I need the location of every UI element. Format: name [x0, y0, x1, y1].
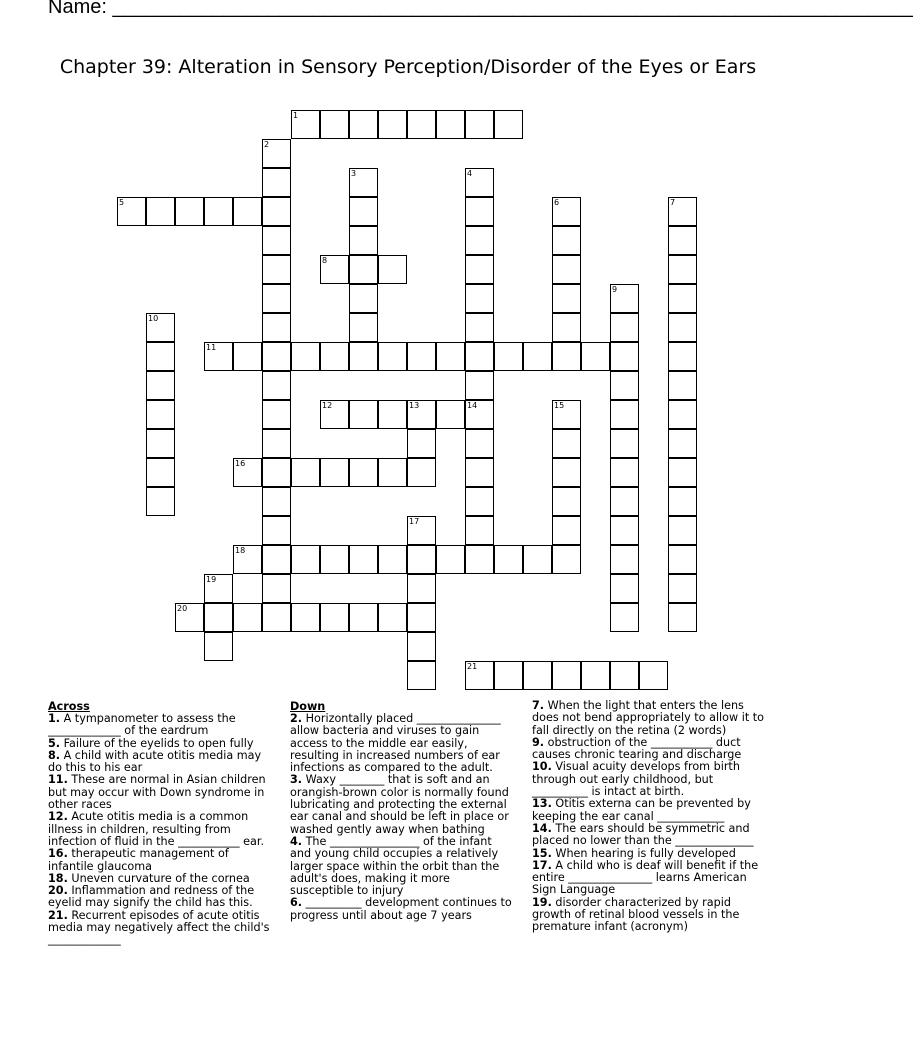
- cell-number: 16: [235, 459, 246, 468]
- grid-cell[interactable]: [262, 429, 291, 458]
- grid-cell[interactable]: [262, 516, 291, 545]
- clue-number: 5.: [48, 736, 61, 750]
- grid-cell[interactable]: [407, 110, 436, 139]
- grid-cell[interactable]: [146, 313, 175, 342]
- grid-cell[interactable]: [668, 255, 697, 284]
- grid-cell[interactable]: [407, 342, 436, 371]
- grid-cell[interactable]: [552, 313, 581, 342]
- grid-cell[interactable]: [465, 110, 494, 139]
- grid-cell[interactable]: [581, 661, 610, 690]
- grid-cell[interactable]: [668, 458, 697, 487]
- grid-cell[interactable]: [204, 342, 233, 371]
- down-clues-col1: [290, 700, 516, 922]
- grid-cell[interactable]: [552, 255, 581, 284]
- grid-cell[interactable]: [552, 342, 581, 371]
- clue-number: 11.: [48, 773, 68, 787]
- cell-number: 20: [177, 604, 188, 613]
- grid-cell[interactable]: [610, 661, 639, 690]
- clue-number: 6.: [290, 896, 303, 910]
- grid-cell[interactable]: [465, 371, 494, 400]
- clue-7: [532, 700, 768, 737]
- grid-cell[interactable]: [291, 545, 320, 574]
- grid-cell[interactable]: [465, 545, 494, 574]
- grid-cell[interactable]: [610, 487, 639, 516]
- grid-cell[interactable]: [349, 197, 378, 226]
- clue-number: 10.: [532, 760, 552, 774]
- grid-cell[interactable]: [407, 429, 436, 458]
- grid-cell[interactable]: [204, 197, 233, 226]
- grid-cell[interactable]: [407, 516, 436, 545]
- grid-cell[interactable]: [407, 400, 436, 429]
- grid-cell[interactable]: [581, 342, 610, 371]
- clue-10: [532, 761, 768, 798]
- grid-cell[interactable]: [639, 661, 668, 690]
- grid-cell[interactable]: [552, 400, 581, 429]
- grid-cell[interactable]: [291, 110, 320, 139]
- clue-number: 17.: [532, 858, 552, 872]
- grid-cell[interactable]: [262, 342, 291, 371]
- clue-number: 15.: [532, 846, 552, 860]
- grid-cell[interactable]: [668, 371, 697, 400]
- clue-number: 3.: [290, 773, 303, 787]
- grid-cell[interactable]: [552, 516, 581, 545]
- grid-cell[interactable]: [204, 632, 233, 661]
- clue-number: 20.: [48, 884, 68, 898]
- grid-cell[interactable]: [465, 197, 494, 226]
- grid-cell[interactable]: [523, 342, 552, 371]
- grid-cell[interactable]: [552, 458, 581, 487]
- down-heading: Down: [290, 700, 326, 713]
- grid-cell[interactable]: [117, 197, 146, 226]
- grid-cell[interactable]: [262, 487, 291, 516]
- grid-cell[interactable]: [262, 197, 291, 226]
- grid-cell[interactable]: [204, 574, 233, 603]
- clue-number: 2.: [290, 712, 303, 725]
- clue-11: [48, 774, 274, 811]
- clue-text: A child who is deaf will benefit if the entire _______________ learns American Sign Language: [532, 858, 759, 897]
- cell-number: 1: [293, 111, 299, 120]
- grid-cell[interactable]: [378, 110, 407, 139]
- clue-6: [290, 897, 516, 922]
- grid-cell[interactable]: [668, 226, 697, 255]
- grid-cell[interactable]: [349, 226, 378, 255]
- grid-cell[interactable]: [465, 429, 494, 458]
- grid-cell[interactable]: [494, 545, 523, 574]
- grid-cell[interactable]: [552, 429, 581, 458]
- grid-cell[interactable]: [552, 197, 581, 226]
- grid-cell[interactable]: [262, 371, 291, 400]
- clue-20: [48, 885, 274, 910]
- grid-cell[interactable]: [465, 342, 494, 371]
- cell-number: 9: [612, 285, 618, 294]
- clue-19: [532, 897, 768, 934]
- cell-number: 13: [409, 401, 420, 410]
- grid-cell[interactable]: [610, 574, 639, 603]
- down-clues-col2: [532, 700, 768, 934]
- grid-cell[interactable]: [262, 400, 291, 429]
- grid-cell[interactable]: [378, 458, 407, 487]
- cell-number: 21: [467, 662, 478, 671]
- clue-text: When the light that enters the lens does not bend appropriately to allow it to fall directly on the retina (2 words): [532, 699, 764, 737]
- grid-cell[interactable]: [349, 168, 378, 197]
- clue-text: obstruction of the ___________ duct causes chronic tearing and discharge: [532, 735, 742, 762]
- grid-cell[interactable]: [262, 226, 291, 255]
- clue-text: A child with acute otitis media may do this to his ear: [48, 748, 262, 775]
- grid-cell[interactable]: [610, 342, 639, 371]
- cell-number: 8: [322, 256, 328, 265]
- cell-number: 7: [670, 198, 676, 207]
- grid-cell[interactable]: [465, 226, 494, 255]
- grid-cell[interactable]: [610, 545, 639, 574]
- clue-number: 13.: [532, 797, 552, 811]
- grid-cell[interactable]: [465, 458, 494, 487]
- grid-cell[interactable]: [465, 661, 494, 690]
- grid-cell[interactable]: [552, 226, 581, 255]
- grid-cell[interactable]: [552, 284, 581, 313]
- grid-cell[interactable]: [668, 429, 697, 458]
- grid-cell[interactable]: [262, 545, 291, 574]
- grid-cell[interactable]: [262, 458, 291, 487]
- grid-cell[interactable]: [320, 110, 349, 139]
- grid-cell[interactable]: [610, 603, 639, 632]
- grid-cell[interactable]: [465, 487, 494, 516]
- grid-cell[interactable]: [494, 661, 523, 690]
- clue-text: Recurrent episodes of acute otitis media may negatively affect the child's _____________: [48, 908, 270, 947]
- grid-cell[interactable]: [668, 487, 697, 516]
- grid-cell[interactable]: [610, 429, 639, 458]
- grid-cell[interactable]: [610, 313, 639, 342]
- grid-cell[interactable]: [668, 516, 697, 545]
- across-heading: Across: [48, 700, 90, 713]
- grid-cell[interactable]: [233, 458, 262, 487]
- clue-text: Visual acuity develops from birth through out early childhood, but __________ is intact at birth.: [532, 760, 740, 799]
- clue-2: [290, 713, 516, 774]
- grid-cell[interactable]: [465, 516, 494, 545]
- clue-text: Inflammation and redness of the eyelid may signify the child has this.: [48, 884, 255, 910]
- grid-cell[interactable]: [349, 545, 378, 574]
- grid-cell[interactable]: [146, 342, 175, 371]
- clue-text: therapeutic management of infantile glaucoma: [48, 847, 229, 873]
- clue-3: [290, 774, 516, 835]
- grid-cell[interactable]: [436, 545, 465, 574]
- grid-cell[interactable]: [175, 197, 204, 226]
- grid-cell[interactable]: [349, 110, 378, 139]
- grid-cell[interactable]: [494, 110, 523, 139]
- grid-cell[interactable]: [349, 458, 378, 487]
- clue-text: disorder characterized by rapid growth of retinal blood vessels in the premature infant (acronym): [532, 895, 740, 934]
- clue-number: 14.: [532, 821, 552, 835]
- grid-cell[interactable]: [407, 603, 436, 632]
- grid-cell[interactable]: [320, 458, 349, 487]
- grid-cell[interactable]: [378, 255, 407, 284]
- clue-text: Waxy ________ that is soft and an orangish-brown color is normally found lubricating and protecting the external ear canal and should be left in place or washed gently away when bathing: [290, 773, 509, 836]
- grid-cell[interactable]: [610, 371, 639, 400]
- grid-cell[interactable]: [233, 545, 262, 574]
- grid-cell[interactable]: [378, 545, 407, 574]
- grid-cell[interactable]: [407, 574, 436, 603]
- grid-cell[interactable]: [465, 284, 494, 313]
- grid-cell[interactable]: [291, 458, 320, 487]
- grid-cell[interactable]: [320, 400, 349, 429]
- grid-cell[interactable]: [552, 545, 581, 574]
- grid-cell[interactable]: [378, 342, 407, 371]
- grid-cell[interactable]: [233, 342, 262, 371]
- grid-cell[interactable]: [146, 400, 175, 429]
- cell-number: 5: [119, 198, 125, 207]
- clue-number: 4.: [290, 834, 303, 848]
- grid-cell[interactable]: [407, 545, 436, 574]
- grid-cell[interactable]: [349, 603, 378, 632]
- grid-cell[interactable]: [146, 429, 175, 458]
- grid-cell[interactable]: [436, 342, 465, 371]
- clue-9: [532, 737, 768, 762]
- grid-cell[interactable]: [146, 487, 175, 516]
- grid-cell[interactable]: [436, 110, 465, 139]
- clue-number: 9.: [532, 735, 545, 749]
- clue-text: These are normal in Asian children but may occur with Down syndrome in other races: [48, 773, 266, 812]
- grid-cell[interactable]: [291, 603, 320, 632]
- grid-cell[interactable]: [552, 661, 581, 690]
- clue-4: [290, 836, 516, 897]
- grid-cell[interactable]: [407, 458, 436, 487]
- grid-cell[interactable]: [291, 342, 320, 371]
- grid-cell[interactable]: [378, 400, 407, 429]
- cell-number: 3: [351, 169, 357, 178]
- cell-number: 19: [206, 575, 217, 584]
- grid-cell[interactable]: [320, 342, 349, 371]
- grid-cell[interactable]: [175, 603, 204, 632]
- grid-cell[interactable]: [262, 313, 291, 342]
- clue-text: Otitis externa can be prevented by keeping the ear canal ____________: [532, 797, 751, 823]
- grid-cell[interactable]: [349, 400, 378, 429]
- grid-cell[interactable]: [465, 400, 494, 429]
- grid-cell[interactable]: [668, 400, 697, 429]
- grid-cell[interactable]: [552, 487, 581, 516]
- grid-cell[interactable]: [146, 458, 175, 487]
- clue-13: [532, 798, 768, 823]
- page-title: Chapter 39: Alteration in Sensory Perception/Disorder of the Eyes or Ears: [59, 56, 757, 78]
- clue-text: When hearing is fully developed: [551, 846, 736, 860]
- grid-cell[interactable]: [668, 313, 697, 342]
- cell-number: 17: [409, 517, 420, 526]
- grid-cell[interactable]: [668, 284, 697, 313]
- grid-cell[interactable]: [262, 168, 291, 197]
- cell-number: 11: [206, 343, 217, 352]
- grid-cell[interactable]: [610, 284, 639, 313]
- grid-cell[interactable]: [204, 603, 233, 632]
- grid-cell[interactable]: [523, 661, 552, 690]
- cell-number: 18: [235, 546, 246, 555]
- clue-21: [48, 910, 274, 947]
- grid-cell[interactable]: [407, 661, 436, 690]
- clue-text: __________ development continues to progress until about age 7 years: [290, 896, 512, 922]
- grid-cell[interactable]: [610, 400, 639, 429]
- cell-number: 10: [148, 314, 159, 323]
- clue-text: A tympanometer to assess the _____________ of the eardrum: [48, 712, 236, 738]
- clue-1: [48, 713, 274, 738]
- grid-cell[interactable]: [610, 516, 639, 545]
- clue-number: 12.: [48, 810, 68, 824]
- cell-number: 6: [554, 198, 560, 207]
- grid-cell[interactable]: [146, 197, 175, 226]
- clue-text: Failure of the eyelids to open fully: [60, 736, 254, 750]
- grid-cell[interactable]: [349, 255, 378, 284]
- grid-cell[interactable]: [610, 458, 639, 487]
- grid-cell[interactable]: [262, 139, 291, 168]
- grid-cell[interactable]: [320, 255, 349, 284]
- grid-cell[interactable]: [233, 603, 262, 632]
- clue-text: Uneven curvature of the cornea: [67, 871, 250, 885]
- clue-text: The ears should be symmetric and placed no lower than the ______________: [532, 821, 754, 848]
- grid-cell[interactable]: [378, 603, 407, 632]
- grid-cell[interactable]: [407, 632, 436, 661]
- clue-number: 16.: [48, 847, 68, 861]
- grid-cell[interactable]: [146, 371, 175, 400]
- clue-number: 18.: [48, 871, 68, 885]
- cell-number: 15: [554, 401, 565, 410]
- clue-14: [532, 823, 768, 848]
- grid-cell[interactable]: [494, 342, 523, 371]
- grid-cell[interactable]: [465, 168, 494, 197]
- clue-number: 7.: [532, 699, 545, 712]
- clue-text: Horizontally placed _______________ allow bacteria and viruses to gain access to the middle ear easily, resulting in increased numbers of ear infections as compared to the adult.: [290, 712, 501, 775]
- grid-cell[interactable]: [349, 284, 378, 313]
- clue-text: The ________________ of the infant and young child occupies a relatively larger space within the orbit than the adult's does, making it more susceptible to injury: [290, 834, 500, 898]
- across-clues: [48, 700, 274, 947]
- clue-17: [532, 860, 768, 897]
- clue-text: Acute otitis media is a common illness in children, resulting from infection of fluid in the ___________ ear.: [48, 810, 265, 848]
- grid-cell[interactable]: [320, 545, 349, 574]
- clue-number: 19.: [532, 895, 552, 909]
- grid-cell[interactable]: [349, 342, 378, 371]
- grid-cell[interactable]: [262, 603, 291, 632]
- grid-cell[interactable]: [320, 603, 349, 632]
- grid-cell[interactable]: [262, 574, 291, 603]
- grid-cell[interactable]: [668, 342, 697, 371]
- grid-cell[interactable]: [668, 545, 697, 574]
- cell-number: 14: [467, 401, 478, 410]
- grid-cell[interactable]: [465, 313, 494, 342]
- grid-cell[interactable]: [523, 545, 552, 574]
- cell-number: 2: [264, 140, 270, 149]
- cell-number: 4: [467, 169, 473, 178]
- grid-cell[interactable]: [465, 255, 494, 284]
- grid-cell[interactable]: [668, 574, 697, 603]
- clue-12: [48, 811, 274, 848]
- clue-8: [48, 750, 274, 775]
- grid-cell[interactable]: [668, 197, 697, 226]
- cell-number: 12: [322, 401, 333, 410]
- clue-16: [48, 848, 274, 873]
- grid-cell[interactable]: [233, 197, 262, 226]
- name-line[interactable]: Name: ________________________________________________________________________: [48, 0, 913, 18]
- grid-cell[interactable]: [262, 255, 291, 284]
- clue-number: 21.: [48, 908, 68, 922]
- clue-number: 1.: [48, 712, 61, 725]
- grid-cell[interactable]: [262, 284, 291, 313]
- grid-cell[interactable]: [668, 603, 697, 632]
- clue-number: 8.: [48, 748, 61, 762]
- grid-cell[interactable]: [349, 313, 378, 342]
- grid-cell[interactable]: [436, 400, 465, 429]
